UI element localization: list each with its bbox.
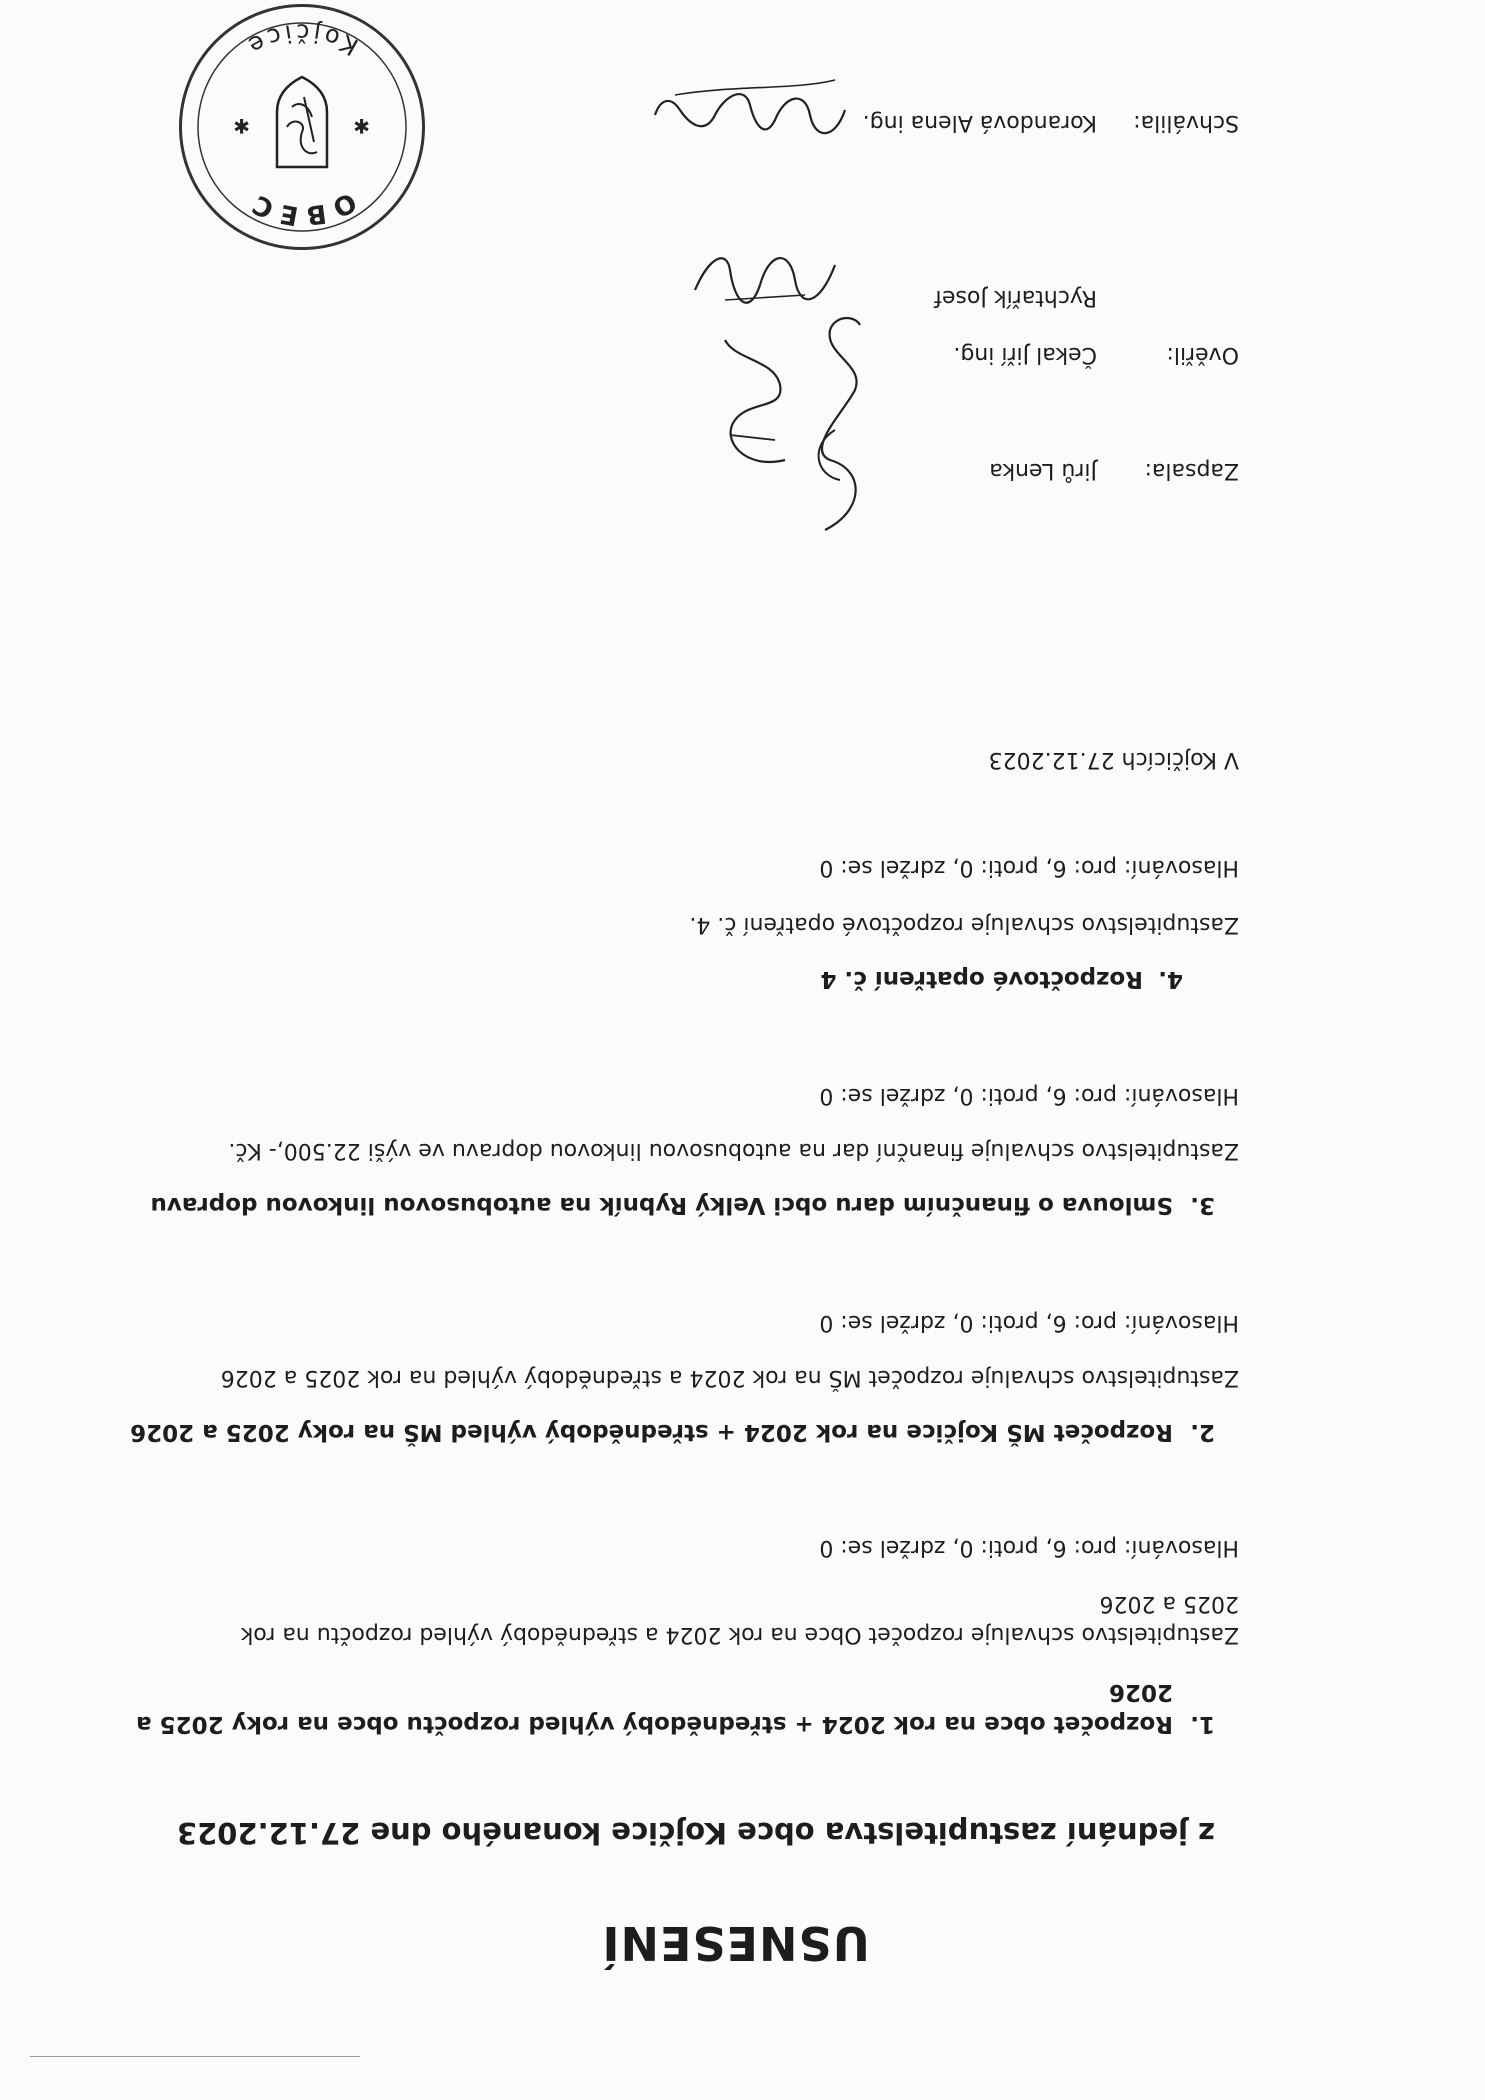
item-2-number: 2. — [1190, 1419, 1215, 1445]
item-3-heading: Smlouva o finančním daru obci Velký Rybník na autobusovou linkovou dopravu — [150, 1192, 1173, 1218]
item-3-vote: Hlasování: pro: 6, proti: 0, zdržel se: 0 — [819, 1083, 1239, 1108]
item-1-body-cont: 2025 a 2026 — [1099, 1591, 1239, 1616]
approved-by-name: Korandová Alena ing. — [862, 110, 1097, 135]
verified-by-name-2: Rychtařík Josef — [934, 285, 1097, 310]
item-4-number: 4. — [1158, 966, 1183, 992]
stamp-bottom-text: Kojčice — [241, 18, 363, 62]
item-1-heading-cont: 2026 — [1108, 1679, 1173, 1705]
municipal-stamp — [179, 4, 425, 250]
verified-by-name-1: Čekal Jiří ing. — [953, 342, 1097, 367]
recorded-by-name: Jirů Lenka — [989, 458, 1097, 483]
stamp-top-text: OBEC — [242, 185, 361, 231]
svg-text:✱: ✱ — [353, 114, 370, 138]
svg-text:✱: ✱ — [233, 114, 250, 138]
signature-korandova — [645, 65, 855, 155]
item-1-heading: Rozpočet obce na rok 2024 + střednědobý výhled rozpočtu obce na roky 2025 a — [136, 1711, 1173, 1737]
item-4-body: Zastupitelstvo schvaluje rozpočtové opatření č. 4. — [689, 912, 1239, 937]
signature-rychtarik — [685, 235, 845, 325]
item-4-vote: Hlasování: pro: 6, proti: 0, zdržel se: 0 — [819, 855, 1239, 880]
recorded-by-label: Zapsala: — [1144, 458, 1239, 483]
item-2-vote: Hlasování: pro: 6, proti: 0, zdržel se: 0 — [819, 1310, 1239, 1335]
verified-by-label: Ověřil: — [1166, 342, 1239, 367]
stamp-seal — [182, 7, 422, 247]
item-4-heading: Rozpočtové opatření č. 4 — [820, 966, 1143, 992]
item-3-body: Zastupitelstvo schvaluje finanční dar na autobusovou linkovou dopravu ve výši 22.500,- Kč. — [228, 1138, 1239, 1163]
svg-text:Kojčice — [241, 18, 363, 61]
item-2-body: Zastupitelstvo schvaluje rozpočet MŠ na rok 2024 a střednědobý výhled na rok 2025 a 2026 — [220, 1365, 1239, 1390]
approved-by-label: Schválila: — [1133, 110, 1239, 135]
place-date: V Kojčicích 27.12.2023 — [988, 747, 1239, 772]
document-title: USNESENÍ — [601, 1916, 870, 1970]
signature-jiru — [795, 310, 885, 540]
item-1-number: 1. — [1190, 1711, 1215, 1737]
item-1-vote: Hlasování: pro: 6, proti: 0, zdržel se: 0 — [819, 1535, 1239, 1560]
item-3-number: 3. — [1190, 1192, 1215, 1218]
signature-cekal — [705, 330, 805, 480]
svg-text:OBEC — [243, 186, 361, 231]
document-subtitle: z jednání zastupitelstva obce Kojčice konaného dne 27.12.2023 — [176, 1816, 1215, 1850]
scan-edge-line — [30, 2056, 360, 2057]
item-1-body: Zastupitelstvo schvaluje rozpočet Obce na rok 2024 a střednědobý výhled rozpočtu na rok — [240, 1622, 1239, 1647]
item-2-heading: Rozpočet MŠ Kojčice na rok 2024 + střednědobý výhled MŠ na roky 2025 a 2026 — [130, 1419, 1173, 1445]
